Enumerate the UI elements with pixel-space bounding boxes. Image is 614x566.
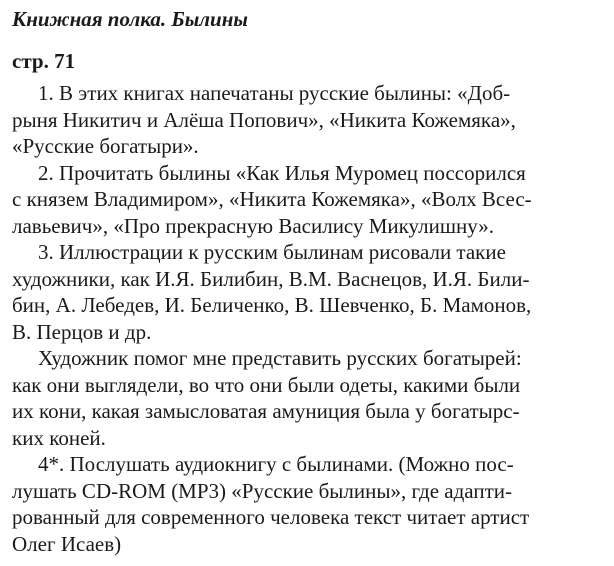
text-line: рованный для современного человека текст читает артист: [12, 505, 530, 529]
paragraph-4: [12, 345, 602, 451]
text-line: с князем Владимиром», «Никита Кожемяка», «Волх Всес-: [12, 187, 532, 211]
text-line: Олег Исаев): [12, 531, 122, 556]
text-line: лавьевич», «Про прекрасную Василису Микулишну».: [12, 213, 495, 238]
text-line: В. Перцов и др.: [12, 319, 152, 344]
text-line: художники, как И.Я. Билибин, В.М. Васнецов, И.Я. Били-: [12, 266, 530, 291]
body-text: [12, 80, 602, 557]
text-line: «Русские богатыри».: [12, 134, 199, 158]
text-line: Художник помог мне представить русских богатырей:: [38, 346, 522, 370]
text-line: 3. Иллюстрации к русским былинам рисовали такие: [38, 240, 506, 264]
text-line: как они выглядели, во что они были одеты, какими были: [12, 372, 521, 397]
paragraph-1: [12, 80, 602, 160]
paragraph-3: [12, 239, 602, 345]
text-line: рыня Никитич и Алёша Попович», «Никита Кожемяка»,: [12, 107, 516, 132]
text-line: 4*. Послушать аудиокнигу с былинами. (Можно пос-: [38, 452, 514, 476]
page-reference: стр. 71: [12, 49, 76, 73]
text-line: 1. В этих книгах напечатаны русские былины: «Доб-: [38, 81, 511, 105]
text-line: 2. Прочитать былины «Как Илья Муромец поссорился: [38, 160, 526, 185]
section-heading: Книжная полка. Былины: [12, 7, 248, 31]
text-line: бин, А. Лебедев, И. Беличенко, В. Шевченко, Б. Мамонов,: [12, 293, 532, 317]
paragraph-2: [12, 160, 602, 240]
text-line: их кони, какая замысловатая амуниция была у богатырс-: [12, 399, 520, 423]
paragraph-5: [12, 451, 602, 557]
text-line: лушать CD-ROM (MP3) «Русские былины», где адапти-: [12, 478, 512, 503]
text-line: ких коней.: [12, 425, 106, 450]
